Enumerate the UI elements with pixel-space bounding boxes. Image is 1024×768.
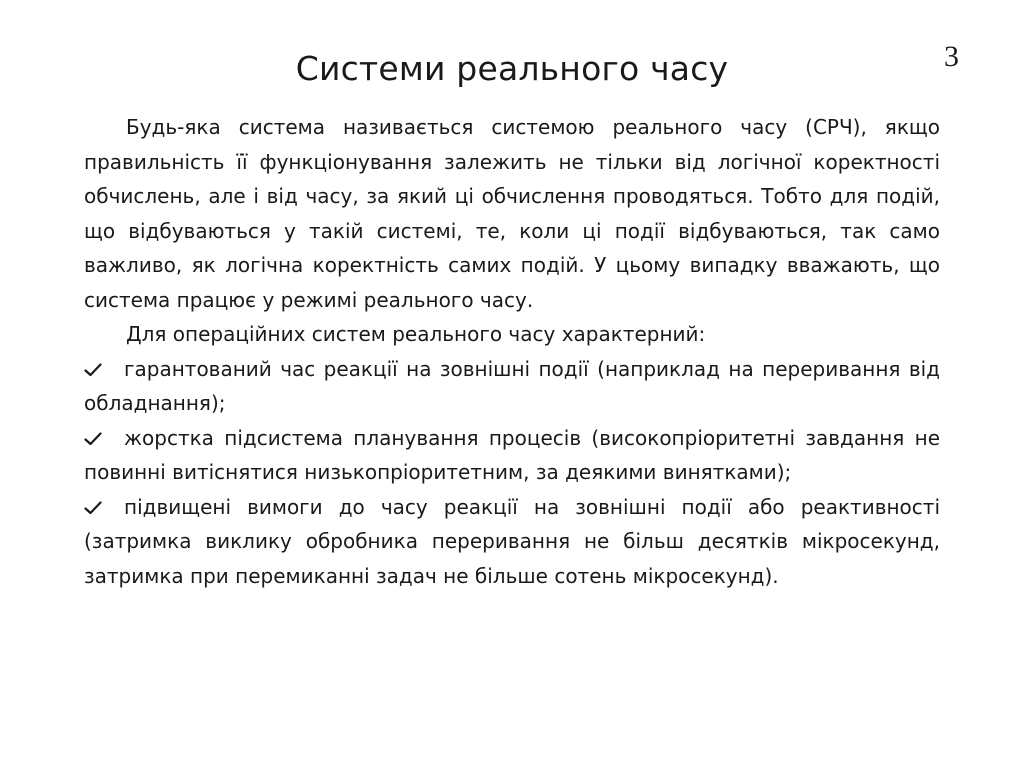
bullet-item [84, 421, 940, 490]
bullet-text: гарантований час реакції на зовнішні події (наприклад на переривання від обладнання); [84, 356, 940, 415]
bullet-text: жорстка підсистема планування процесів (високопріоритетні завдання не повинні витіснятися низькопріоритетним, за деякими винятками); [84, 425, 940, 484]
bullet-item [84, 490, 940, 594]
checkmark-icon [84, 363, 102, 377]
intro-paragraph: Будь-яка система називається системою реального часу (СРЧ), якщо правильність її функціонування залежить не тільки від логічної коректності обчислень, але і від часу, за який ці обчислення проводяться. Тобто для подій, що відбуваються у такій системі, те, коли ці події відбуваються, так само важливо, як логічна коректність самих подій. У цьому випадку вважають, що система працює у режимі реального часу. [84, 115, 940, 312]
lead-paragraph: Для операційних систем реального часу характерний: [126, 322, 706, 346]
checkmark-icon [84, 432, 102, 446]
slide-title: Системи реального часу [295, 49, 729, 88]
bullet-item [84, 352, 940, 421]
checkmark-icon [84, 501, 102, 515]
slide-number: 3 [944, 40, 959, 73]
bullet-text: підвищені вимоги до часу реакції на зовнішні події або реактивності (затримка виклику обробника переривання не більш десятків мікросекунд, затримка при перемиканні задач не більше сотень мікросекунд). [84, 494, 940, 588]
slide-body [84, 110, 940, 593]
